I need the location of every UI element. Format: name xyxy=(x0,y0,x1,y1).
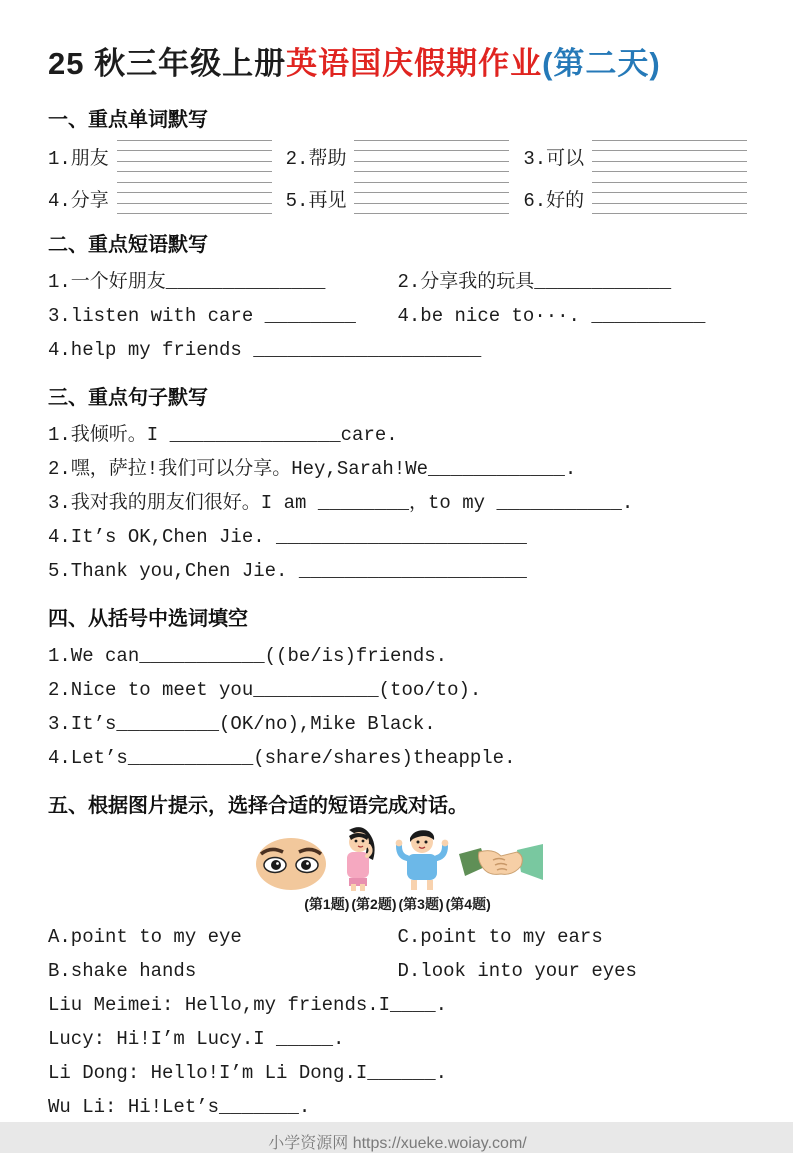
source-watermark: 小学资源网 https://xueke.woiay.com/ xyxy=(268,1135,527,1152)
dialogue-line[interactable]: Li Dong: Hello!I’m Li Dong.I______. xyxy=(48,1062,448,1084)
word-label: 1.朋友 xyxy=(48,147,109,170)
section1-title: 一、重点单词默写 xyxy=(48,109,208,131)
word-item xyxy=(48,182,272,214)
four-line-writing-area[interactable] xyxy=(592,140,747,172)
section4-title: 四、从括号中选词填空 xyxy=(48,608,248,630)
eyes-icon xyxy=(253,834,329,892)
boy-pointing-to-ears-icon xyxy=(391,826,453,892)
sentence-item[interactable]: 3.我对我的朋友们很好。I am ________，to my ___________. xyxy=(48,492,634,514)
word-item xyxy=(286,182,510,214)
word-label: 5.再见 xyxy=(285,189,347,212)
option-item[interactable]: D.look into your eyes xyxy=(397,960,637,982)
word-item xyxy=(286,140,510,172)
section3-title: 三、重点句子默写 xyxy=(48,387,208,409)
sentence-item[interactable]: 2.嘿，萨拉!我们可以分享。Hey,Sarah!We____________. xyxy=(48,458,577,480)
word-item xyxy=(523,140,747,172)
title-grade-part: 25 秋三年级上册 xyxy=(48,46,287,81)
word-label: 4.分享 xyxy=(48,189,109,212)
picture-caption: (第1题) xyxy=(304,896,350,912)
sentence-item[interactable]: 4.It’s OK,Chen Jie. ______________________ xyxy=(48,526,527,548)
page-title xyxy=(48,38,747,83)
title-day-part: (第二天) xyxy=(542,46,661,81)
word-item xyxy=(523,182,747,214)
choice-item[interactable]: 1.We can___________((be/is)friends. xyxy=(48,645,448,667)
girl-pointing-to-eye-icon xyxy=(335,826,385,892)
four-line-writing-area[interactable] xyxy=(117,182,272,214)
dialogue-line[interactable]: Liu Meimei: Hello,my friends.I____. xyxy=(48,994,448,1016)
phrase-item[interactable]: 4.be nice to···. __________ xyxy=(397,305,706,327)
dialogue-line[interactable]: Lucy: Hi!I’m Lucy.I _____. xyxy=(48,1028,345,1050)
phrase-item[interactable]: 4.help my friends ____________________ xyxy=(48,339,482,361)
handshake-icon xyxy=(459,836,543,892)
four-line-writing-area[interactable] xyxy=(117,140,272,172)
picture-row xyxy=(48,826,747,892)
word-dictation-grid xyxy=(48,140,747,214)
dialogue-line[interactable]: Wu Li: Hi!Let’s_______. xyxy=(48,1096,311,1118)
four-line-writing-area[interactable] xyxy=(354,140,509,172)
section2-title: 二、重点短语默写 xyxy=(48,234,208,256)
phrase-item[interactable]: 1.一个好朋友______________ xyxy=(48,271,326,293)
choice-item[interactable]: 4.Let’s___________(share/shares)theapple. xyxy=(48,747,516,769)
word-label: 3.可以 xyxy=(523,147,585,170)
picture-caption: (第4题) xyxy=(445,896,491,912)
phrase-item[interactable]: 3.listen with care ________ xyxy=(48,305,356,327)
picture-caption: (第3题) xyxy=(398,896,444,912)
choice-item[interactable]: 2.Nice to meet you___________(too/to). xyxy=(48,679,482,701)
section5-title: 五、根据图片提示，选择合适的短语完成对话。 xyxy=(48,795,468,817)
word-label: 2.帮助 xyxy=(285,147,347,170)
option-item[interactable]: B.shake hands xyxy=(48,960,197,982)
sentence-item[interactable]: 1.我倾听。I _______________care. xyxy=(48,424,398,446)
picture-captions xyxy=(48,894,747,914)
phrase-item[interactable]: 2.分享我的玩具____________ xyxy=(397,271,672,293)
choice-item[interactable]: 3.It’s_________(OK/no),Mike Black. xyxy=(48,713,436,735)
sentence-item[interactable]: 5.Thank you,Chen Jie. ____________________ xyxy=(48,560,527,582)
four-line-writing-area[interactable] xyxy=(592,182,747,214)
word-label: 6.好的 xyxy=(523,189,585,212)
picture-caption: (第2题) xyxy=(351,896,397,912)
four-line-writing-area[interactable] xyxy=(354,182,509,214)
title-subject-part: 英语国庆假期作业 xyxy=(286,46,543,81)
option-item[interactable]: C.point to my ears xyxy=(397,926,603,948)
option-item[interactable]: A.point to my eye xyxy=(48,926,242,948)
word-item xyxy=(48,140,272,172)
